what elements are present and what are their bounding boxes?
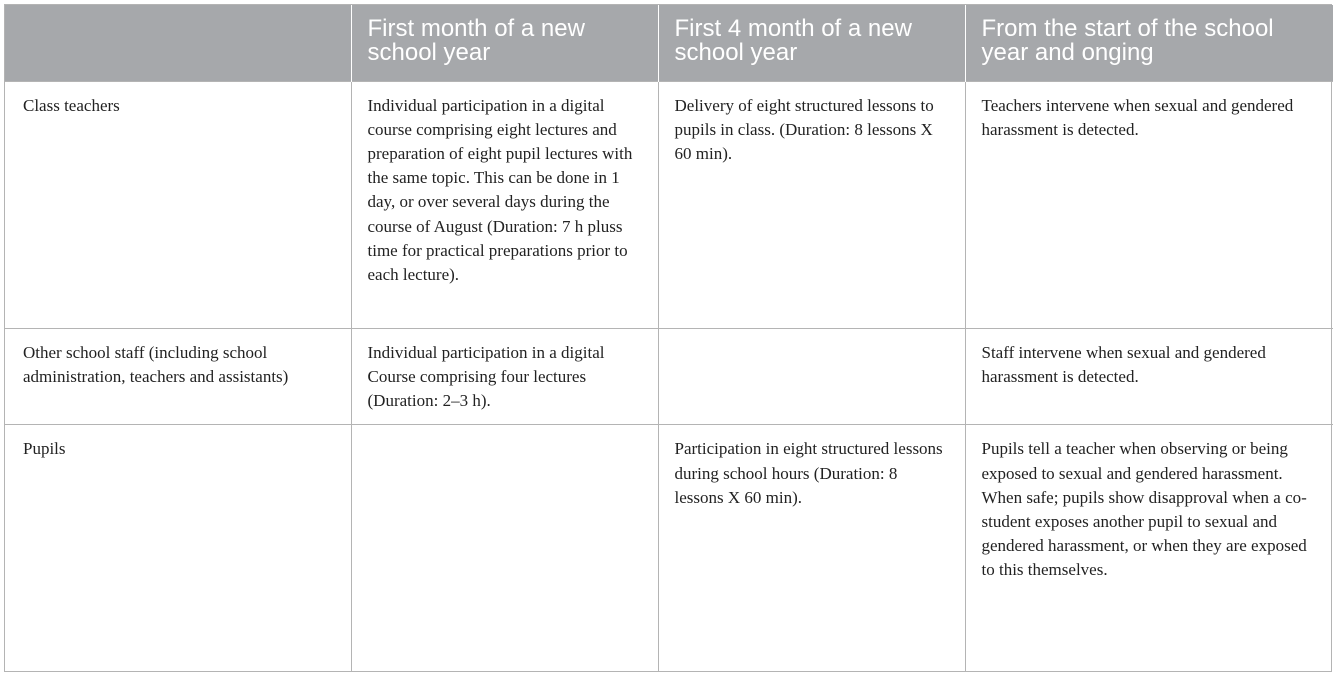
- row-label-pupils: Pupils: [5, 425, 351, 671]
- table-cell: Staff intervene when sexual and gendered harassment is detected.: [965, 328, 1333, 425]
- intervention-schedule-table-container: [4, 4, 1332, 672]
- table-cell: Participation in eight structured lessons during school hours (Duration: 8 lessons X 60 min).: [658, 425, 965, 671]
- table-header-row: [5, 5, 1333, 81]
- table-row: [5, 328, 1333, 425]
- header-cell-first-month: First month of a new school year: [351, 5, 658, 81]
- header-cell-target-group: [5, 5, 351, 81]
- table-cell: [351, 425, 658, 671]
- table-cell: Delivery of eight structured lessons to pupils in class. (Duration: 8 lessons X 60 min).: [658, 81, 965, 328]
- table-cell: Individual participation in a digital Course comprising four lectures (Duration: 2–3 h).: [351, 328, 658, 425]
- table-cell: Teachers intervene when sexual and gendered harassment is detected.: [965, 81, 1333, 328]
- table-cell: [658, 328, 965, 425]
- intervention-schedule-table: [5, 5, 1333, 671]
- header-cell-ongoing: From the start of the school year and onging: [965, 5, 1333, 81]
- table-row: [5, 81, 1333, 328]
- row-label-class-teachers: Class teachers: [5, 81, 351, 328]
- header-cell-first-4-months: First 4 month of a new school year: [658, 5, 965, 81]
- row-label-other-school-staff: Other school staff (including school administration, teachers and assistants): [5, 328, 351, 425]
- table-cell: Individual participation in a digital course comprising eight lectures and preparation of eight pupil lectures with the same topic. This can be done in 1 day, or over several days during the course of August (Duration: 7 h pluss time for practical preparations prior to each lecture).: [351, 81, 658, 328]
- table-row: [5, 425, 1333, 671]
- table-cell: Pupils tell a teacher when observing or being exposed to sexual and gendered harassment. When safe; pupils show disapproval when a co-student exposes another pupil to sexual and gendered harassment, or when they are exposed to this themselves.: [965, 425, 1333, 671]
